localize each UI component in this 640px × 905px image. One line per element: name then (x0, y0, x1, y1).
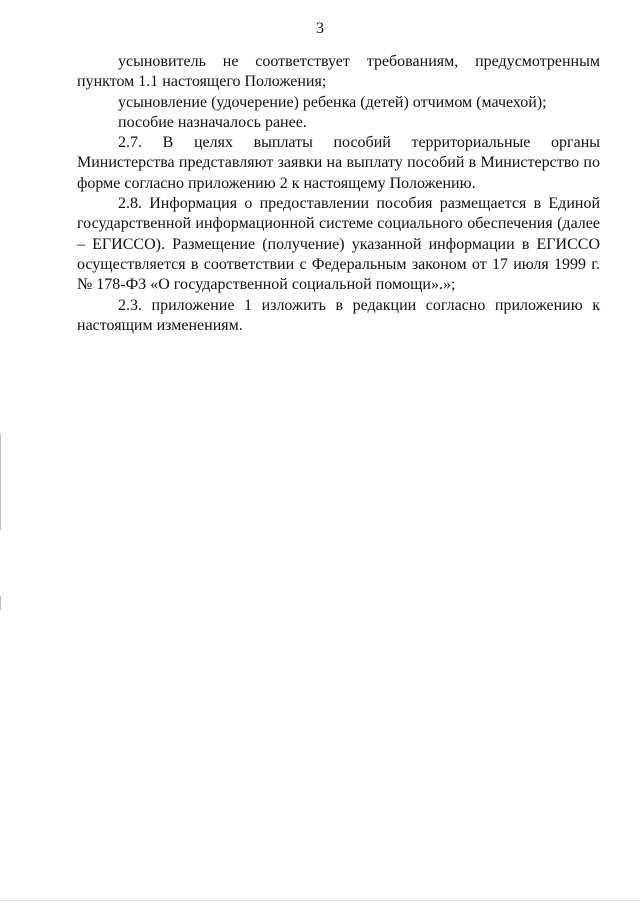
paragraph-2-3: 2.3. приложение 1 изложить в редакции согласно приложению к настоящим изменениям. (77, 296, 600, 334)
page-number: 3 (316, 20, 324, 37)
paragraph-adopter-requirements: усыновитель не соответствует требованиям, предусмотренным пунктом 1.1 настоящего Положения; (77, 53, 600, 91)
paragraph-stepparent-adoption: усыновление (удочерение) ребенка (детей) отчимом (мачехой); (118, 93, 547, 111)
document-body (77, 52, 600, 336)
scan-edge-mark (0, 434, 1, 530)
scan-bottom-edge (0, 900, 640, 901)
paragraph-2-7: 2.7. В целях выплаты пособий территориальные органы Министерства представляют заявки на выплату пособий в Министерство по форме согласно приложению 2 к настоящему Положению. (77, 134, 600, 192)
paragraph-2-8: 2.8. Информация о предоставлении пособия размещается в Единой государственной информационной системе социального обеспечения (далее – ЕГИССО). Размещение (получение) указанной информации в ЕГИССО осуществляется в соответствии с Федеральным законом от 17 июля 1999 г. № 178-ФЗ «О государственной социальной помощи».»; (77, 195, 600, 294)
paragraph-previously-assigned: пособие назначалось ранее. (118, 113, 307, 131)
scan-edge-mark (0, 596, 1, 610)
